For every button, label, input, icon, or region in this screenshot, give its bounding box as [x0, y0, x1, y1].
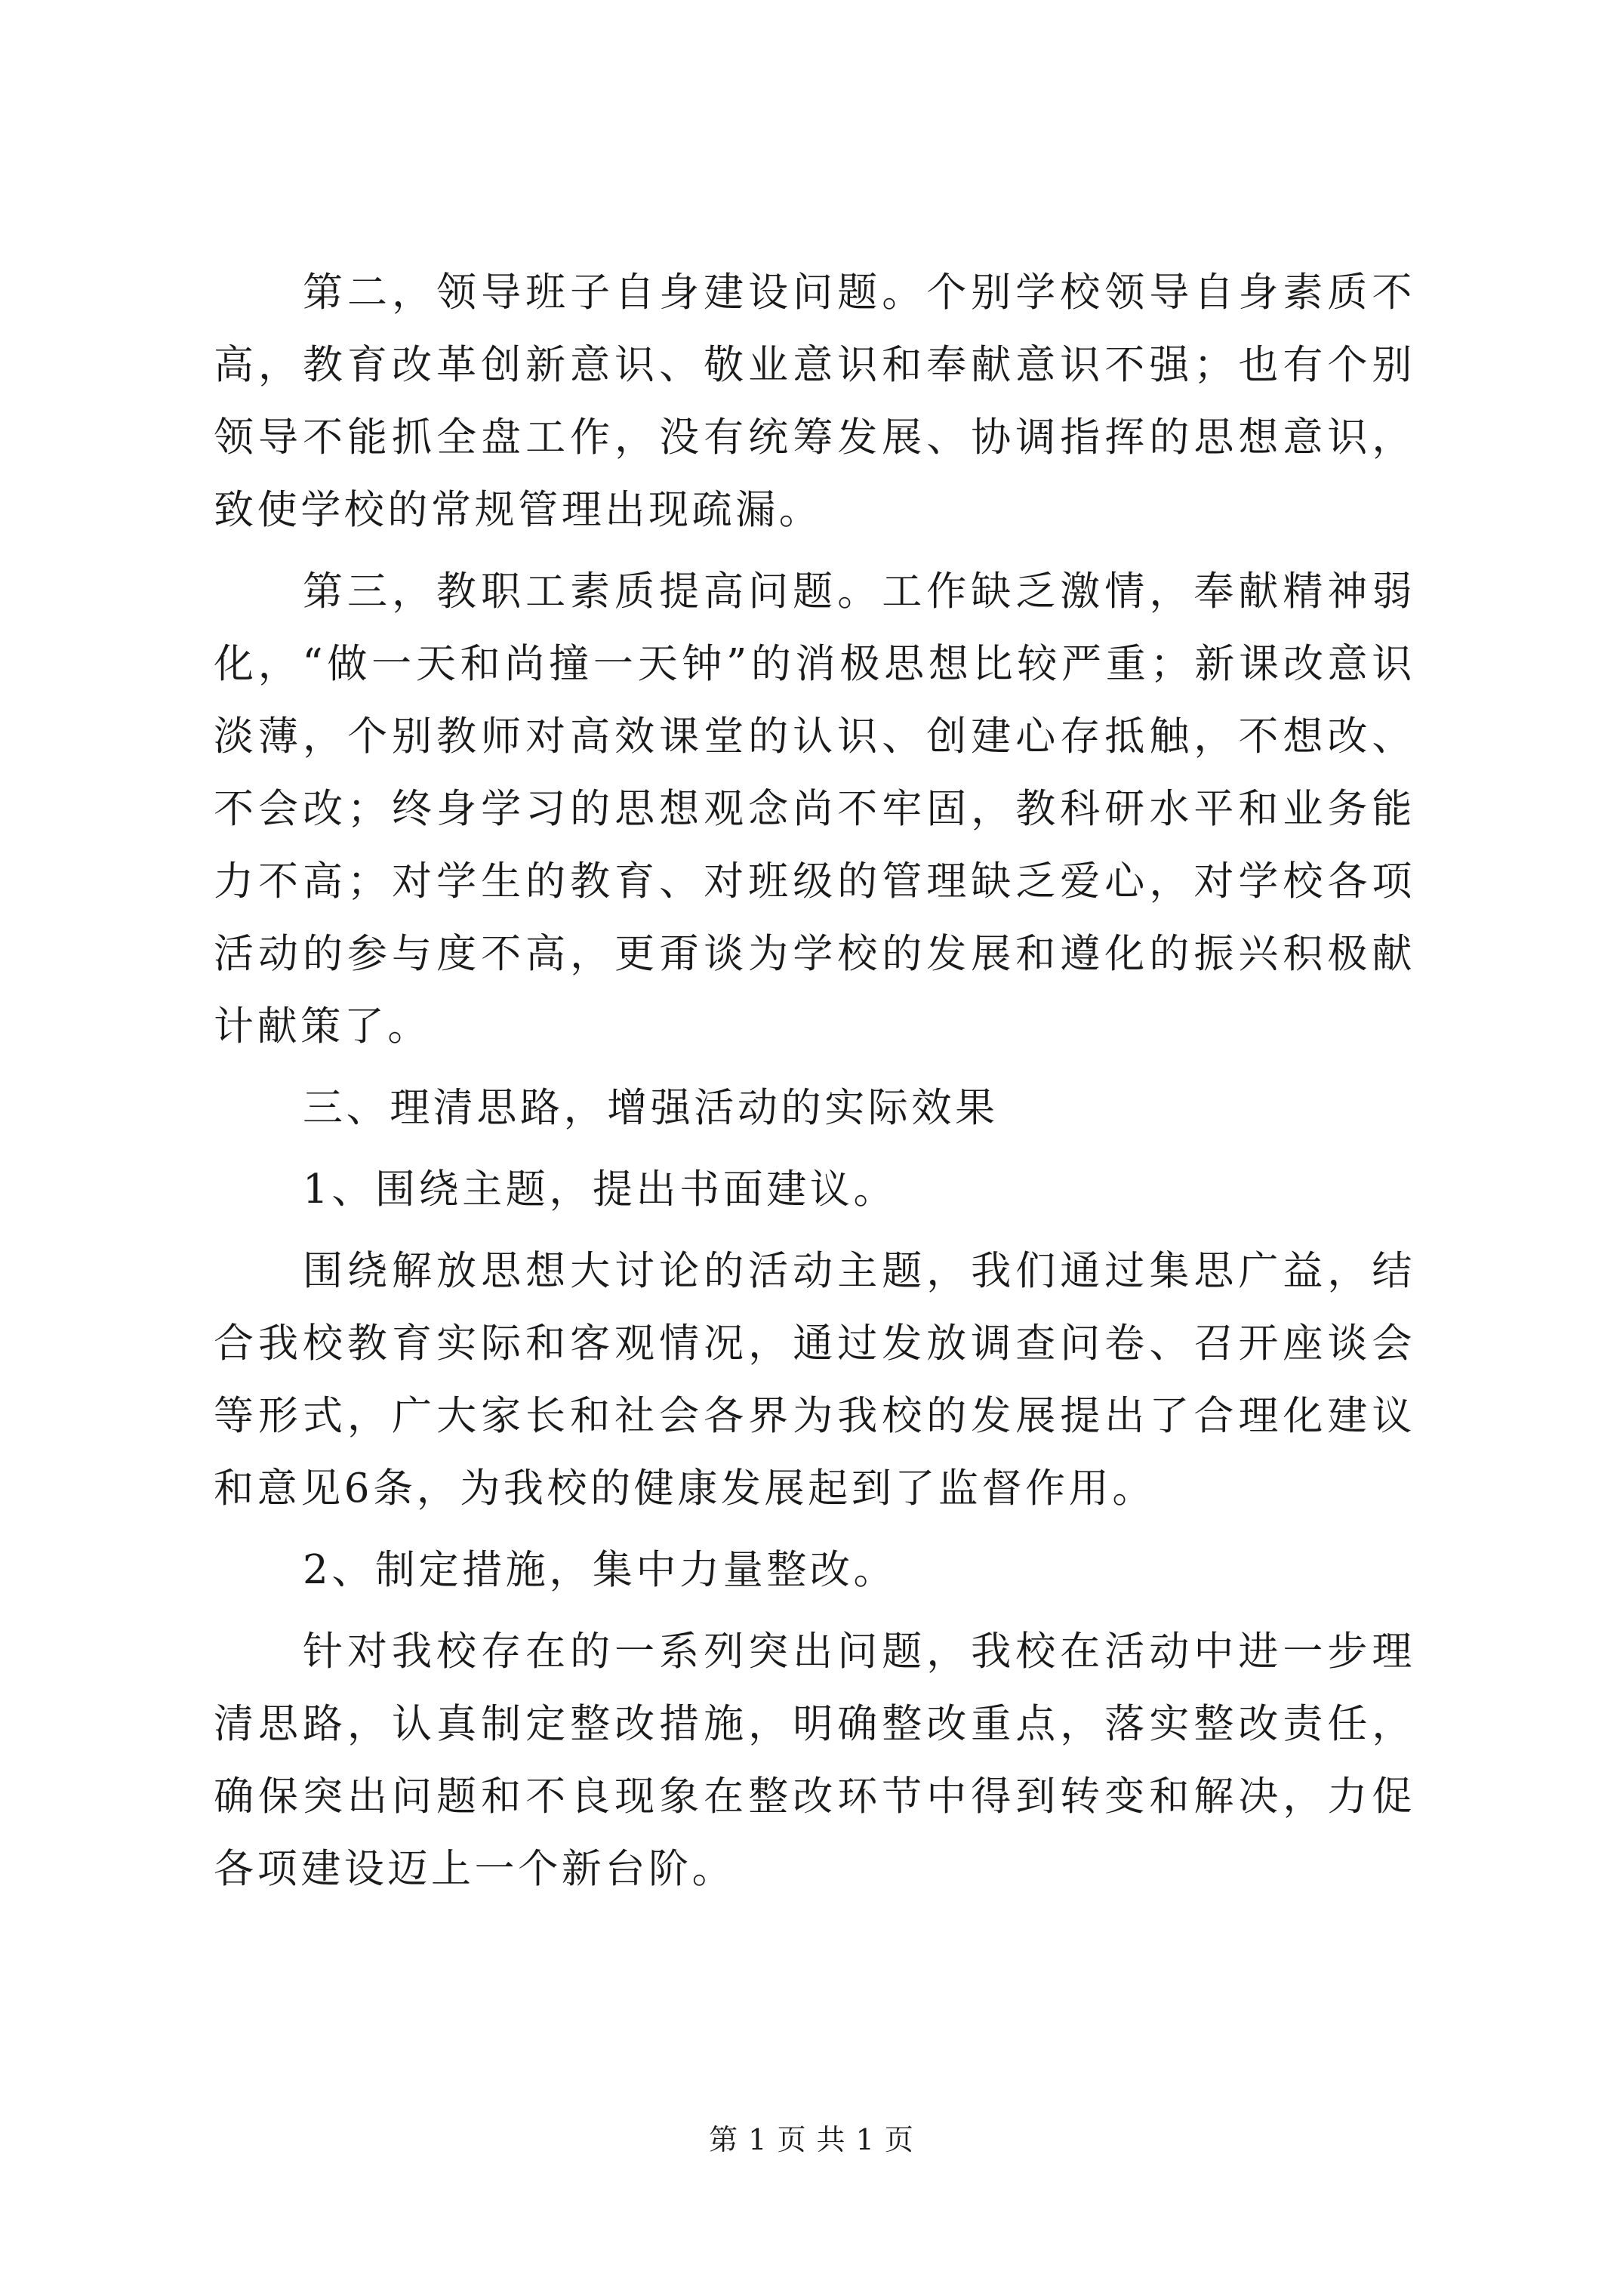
section-heading-3: 三、理清思路，增强活动的实际效果 [303, 1085, 999, 1131]
page-footer: 第 1 页 共 1 页 [709, 2123, 914, 2156]
paragraph-rectification: 针对我校存在的一系列突出问题，我校在活动中进一步理清思路，认真制定整改措施，明确整改重点，落实整改责任，确保突出问题和不良现象在整改环节中得到转变和解决，力促各项建设迈上一个新台阶。 [214, 1629, 1415, 1892]
subheading-2: 2、制定措施，集中力量整改。 [303, 1547, 898, 1593]
subheading-1: 1、围绕主题，提出书面建议。 [303, 1166, 898, 1213]
document-body [214, 257, 1415, 1906]
paragraph-staff-quality: 第三，教职工素质提高问题。工作缺乏激情，奉献精神弱化，“做一天和尚撞一天钟”的消极思想比较严重；新课改意识淡薄，个别教师对高效课堂的认识、创建心存抵触，不想改、不会改；终身学习的思想观念尚不牢固，教科研水平和业务能力不高；对学生的教育、对班级的管理缺乏爱心，对学校各项活动的参与度不高，更甭谈为学校的发展和遵化的振兴积极献计献策了。 [214, 569, 1415, 1049]
paragraph-leadership: 第二，领导班子自身建设问题。个别学校领导自身素质不高，教育改革创新意识、敬业意识和奉献意识不强；也有个别领导不能抓全盘工作，没有统筹发展、协调指挥的思想意识，致使学校的常规管理出现疏漏。 [214, 270, 1415, 533]
paragraph-suggestions: 围绕解放思想大讨论的活动主题，我们通过集思广益，结合我校教育实际和客观情况，通过发放调查问卷、召开座谈会等形式，广大家长和社会各界为我校的发展提出了合理化建议和意见6条，为我校的健康发展起到了监督作用。 [214, 1248, 1415, 1512]
